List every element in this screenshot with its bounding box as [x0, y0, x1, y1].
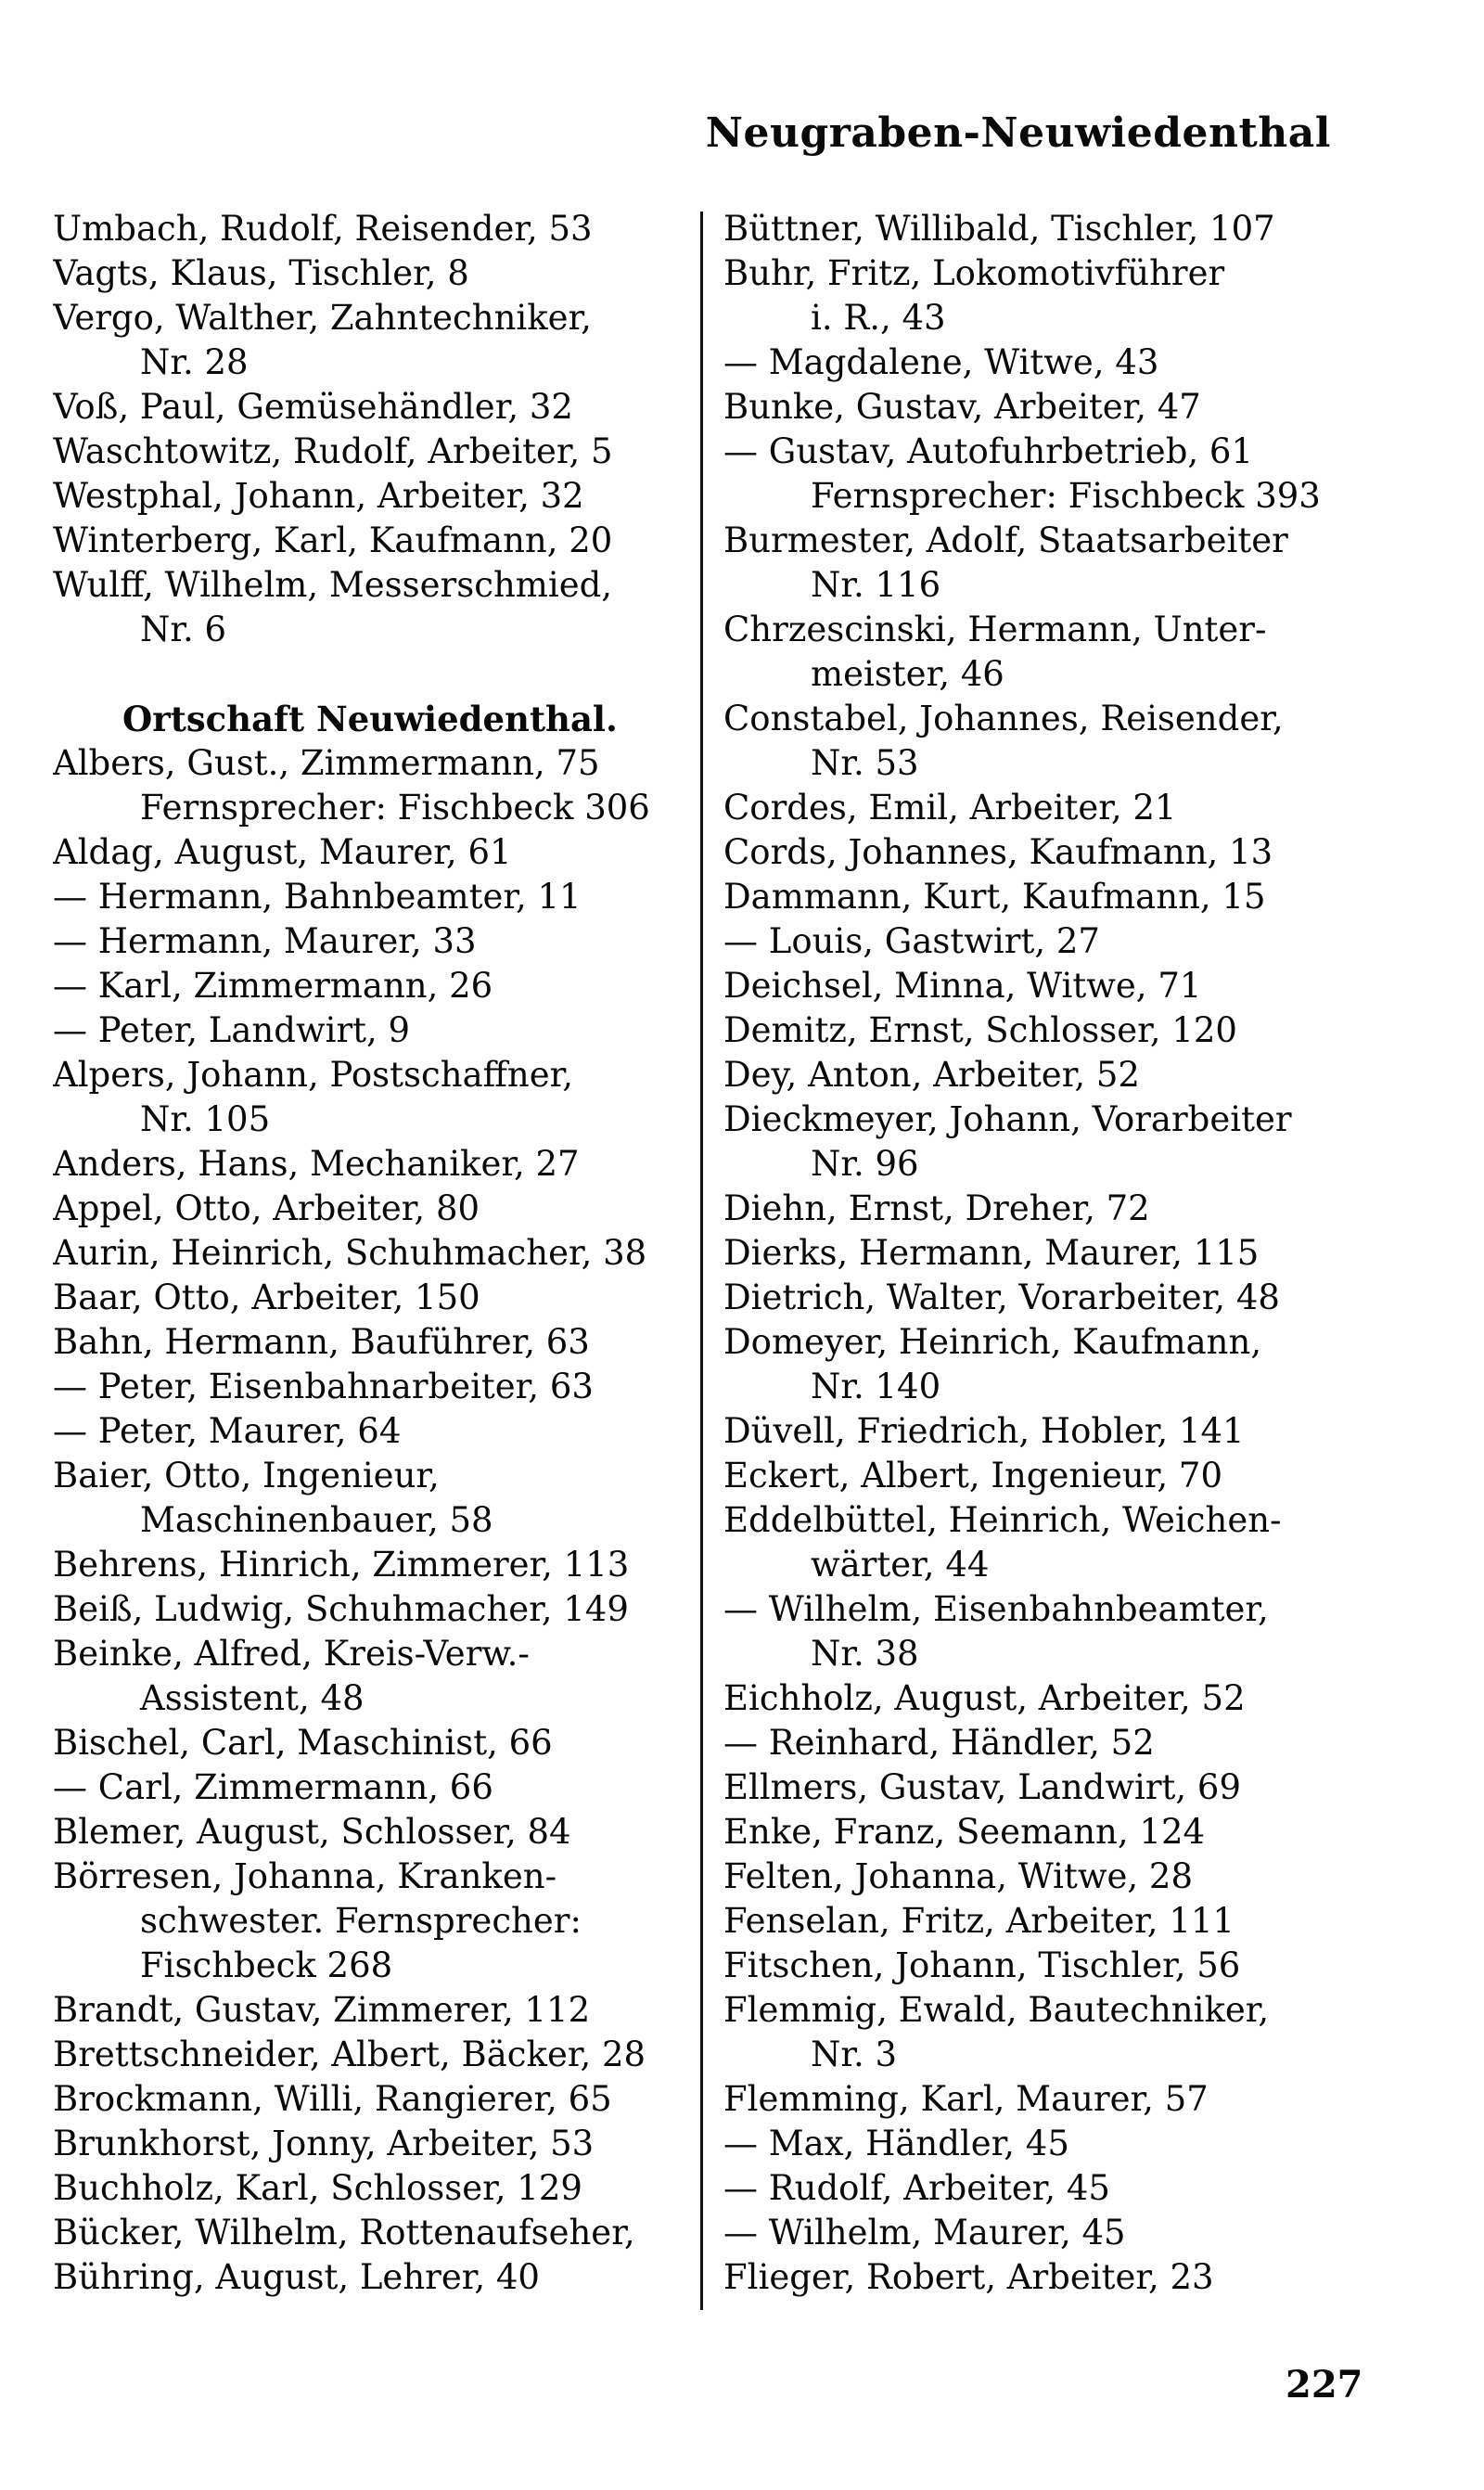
directory-entry: Albers, Gust., Zimmermann, 75 — [53, 743, 600, 783]
directory-entry: Deichsel, Minna, Witwe, 71 — [723, 966, 1202, 1006]
directory-entry: Aurin, Heinrich, Schuhmacher, 38 — [53, 1233, 647, 1273]
directory-entry: — Magdalene, Witwe, 43 — [723, 342, 1159, 382]
directory-entry: Dammann, Kurt, Kaufmann, 15 — [723, 877, 1266, 917]
section-heading: Ortschaft Neuwiedenthal. — [122, 699, 618, 739]
directory-entry: — Rudolf, Arbeiter, 45 — [723, 2168, 1110, 2208]
directory-entry: Düvell, Friedrich, Hobler, 141 — [723, 1411, 1245, 1451]
directory-entry: Westphal, Johann, Arbeiter, 32 — [53, 476, 584, 516]
directory-entry: Aldag, August, Maurer, 61 — [53, 832, 512, 872]
directory-entry: Vergo, Walther, Zahntechniker, — [53, 298, 592, 338]
directory-entry: Constabel, Johannes, Reisender, — [723, 699, 1284, 738]
entry-continuation: Nr. 38 — [811, 1634, 919, 1674]
directory-entry: Behrens, Hinrich, Zimmerer, 113 — [53, 1545, 630, 1585]
directory-entry: — Max, Händler, 45 — [723, 2124, 1069, 2163]
entry-continuation: Assistent, 48 — [140, 1678, 365, 1718]
left-entry-list — [53, 207, 684, 2300]
directory-entry: Flemmig, Ewald, Bautechniker, — [723, 1990, 1270, 2030]
directory-entry: Demitz, Ernst, Schlosser, 120 — [723, 1010, 1237, 1050]
entry-continuation: Nr. 3 — [811, 2034, 898, 2074]
directory-entry: — Wilhelm, Maurer, 45 — [723, 2213, 1126, 2253]
entry-continuation: Nr. 140 — [811, 1367, 941, 1406]
directory-entry: Bischel, Carl, Maschinist, 66 — [53, 1723, 553, 1763]
directory-entry: Bunke, Gustav, Arbeiter, 47 — [723, 387, 1201, 427]
directory-entry: — Carl, Zimmermann, 66 — [53, 1767, 493, 1807]
directory-entry: — Peter, Maurer, 64 — [53, 1411, 402, 1451]
directory-entry: Alpers, Johann, Postschaffner, — [53, 1055, 574, 1095]
right-entry-list — [723, 207, 1373, 2300]
directory-entry: Buchholz, Karl, Schlosser, 129 — [53, 2168, 582, 2208]
directory-entry: Brandt, Gustav, Zimmerer, 112 — [53, 1990, 591, 2030]
page-number: 227 — [1286, 2363, 1363, 2407]
directory-entry: Cordes, Emil, Arbeiter, 21 — [723, 788, 1177, 828]
directory-entry: — Reinhard, Händler, 52 — [723, 1723, 1155, 1763]
directory-entry: — Karl, Zimmermann, 26 — [53, 966, 493, 1006]
entry-continuation: meister, 46 — [811, 654, 1004, 694]
directory-entry: Bühring, August, Lehrer, 40 — [53, 2257, 540, 2297]
entry-continuation: Nr. 6 — [140, 610, 227, 649]
directory-entry: Enke, Franz, Seemann, 124 — [723, 1812, 1206, 1852]
directory-entry: Brockmann, Willi, Rangierer, 65 — [53, 2079, 612, 2119]
directory-entry: Domeyer, Heinrich, Kaufmann, — [723, 1322, 1262, 1362]
directory-entry: Burmester, Adolf, Staatsarbeiter — [723, 520, 1288, 560]
column-divider — [700, 212, 703, 2310]
directory-entry: Vagts, Klaus, Tischler, 8 — [53, 253, 469, 293]
directory-entry: Waschtowitz, Rudolf, Arbeiter, 5 — [53, 431, 613, 471]
directory-entry: Fenselan, Fritz, Arbeiter, 111 — [723, 1901, 1235, 1941]
directory-entry: Eddelbüttel, Heinrich, Weichen- — [723, 1500, 1282, 1540]
directory-entry: Eckert, Albert, Ingenieur, 70 — [723, 1456, 1222, 1495]
directory-entry: Felten, Johanna, Witwe, 28 — [723, 1856, 1193, 1896]
directory-entry: Voß, Paul, Gemüsehändler, 32 — [53, 387, 573, 427]
entry-continuation: Nr. 96 — [811, 1144, 919, 1184]
entry-continuation: i. R., 43 — [811, 298, 946, 338]
directory-entry: Flieger, Robert, Arbeiter, 23 — [723, 2257, 1214, 2297]
entry-continuation: Nr. 105 — [140, 1099, 271, 1139]
directory-entry: Flemming, Karl, Maurer, 57 — [723, 2079, 1209, 2119]
entry-continuation: Fernsprecher: Fischbeck 393 — [811, 476, 1321, 516]
right-column — [723, 207, 1373, 2300]
directory-entry: Baar, Otto, Arbeiter, 150 — [53, 1277, 480, 1317]
left-column — [53, 207, 684, 2300]
directory-entry: Winterberg, Karl, Kaufmann, 20 — [53, 520, 613, 560]
entry-continuation: Nr. 53 — [811, 743, 919, 783]
entry-continuation: schwester. Fernsprecher: — [140, 1901, 582, 1941]
directory-entry: Bahn, Hermann, Bauführer, 63 — [53, 1322, 590, 1362]
directory-entry: Beinke, Alfred, Kreis-Verw.- — [53, 1634, 530, 1674]
directory-entry: Baier, Otto, Ingenieur, — [53, 1456, 440, 1495]
directory-entry: Brettschneider, Albert, Bäcker, 28 — [53, 2034, 646, 2074]
running-head: Neugraben-Neuwiedenthal — [705, 109, 1331, 157]
directory-entry: Umbach, Rudolf, Reisender, 53 — [53, 209, 593, 249]
directory-entry: — Peter, Eisenbahnarbeiter, 63 — [53, 1367, 594, 1406]
directory-entry: Bücker, Wilhelm, Rottenaufseher, — [53, 2213, 635, 2253]
entry-continuation: Nr. 116 — [811, 565, 941, 605]
directory-entry: Buhr, Fritz, Lokomotivführer — [723, 253, 1225, 293]
directory-entry: Dietrich, Walter, Vorarbeiter, 48 — [723, 1277, 1280, 1317]
directory-entry: Chrzescinski, Hermann, Unter- — [723, 610, 1267, 649]
directory-entry: Blemer, August, Schlosser, 84 — [53, 1812, 571, 1852]
entry-continuation: Fernsprecher: Fischbeck 306 — [140, 788, 650, 828]
directory-entry: — Gustav, Autofuhrbetrieb, 61 — [723, 431, 1253, 471]
directory-entry: Dey, Anton, Arbeiter, 52 — [723, 1055, 1140, 1095]
directory-entry: Dieckmeyer, Johann, Vorarbeiter — [723, 1099, 1292, 1139]
directory-entry: Eichholz, August, Arbeiter, 52 — [723, 1678, 1246, 1718]
directory-entry: Brunkhorst, Jonny, Arbeiter, 53 — [53, 2124, 595, 2163]
directory-entry: Börresen, Johanna, Kranken- — [53, 1856, 557, 1896]
directory-entry: Beiß, Ludwig, Schuhmacher, 149 — [53, 1589, 629, 1629]
entry-continuation: wärter, 44 — [811, 1545, 990, 1585]
directory-entry: Fitschen, Johann, Tischler, 56 — [723, 1945, 1241, 1985]
entry-continuation: Maschinenbauer, 58 — [140, 1500, 493, 1540]
directory-entry: Anders, Hans, Mechaniker, 27 — [53, 1144, 580, 1184]
directory-entry: — Louis, Gastwirt, 27 — [723, 921, 1100, 961]
entry-continuation: Nr. 28 — [140, 342, 249, 382]
directory-entry: — Peter, Landwirt, 9 — [53, 1010, 411, 1050]
directory-entry: — Hermann, Maurer, 33 — [53, 921, 477, 961]
directory-entry: Wulff, Wilhelm, Messerschmied, — [53, 565, 613, 605]
directory-entry: Cords, Johannes, Kaufmann, 13 — [723, 832, 1273, 872]
directory-entry: — Wilhelm, Eisenbahnbeamter, — [723, 1589, 1269, 1629]
directory-entry: Appel, Otto, Arbeiter, 80 — [53, 1188, 480, 1228]
directory-entry: Dierks, Hermann, Maurer, 115 — [723, 1233, 1260, 1273]
directory-entry: Ellmers, Gustav, Landwirt, 69 — [723, 1767, 1241, 1807]
section-spacer — [53, 652, 684, 697]
directory-entry: Diehn, Ernst, Dreher, 72 — [723, 1188, 1150, 1228]
directory-entry: — Hermann, Bahnbeamter, 11 — [53, 877, 582, 917]
directory-entry: Büttner, Willibald, Tischler, 107 — [723, 209, 1275, 249]
entry-continuation: Fischbeck 268 — [140, 1945, 393, 1985]
